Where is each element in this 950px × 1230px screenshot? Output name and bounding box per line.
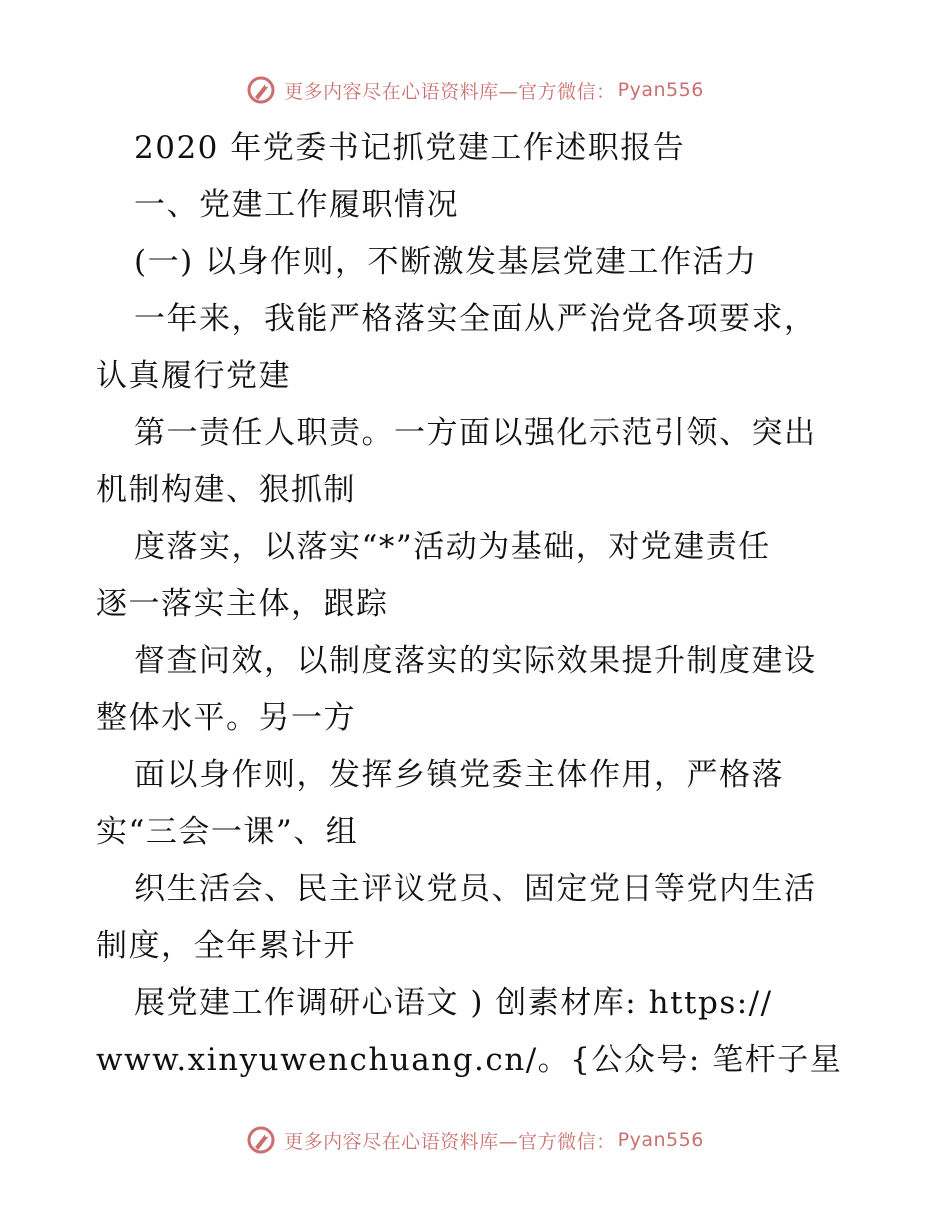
text-line: 整体水平。另一方 xyxy=(96,700,356,736)
header-watermark xyxy=(0,70,950,110)
watermark-text: 更多内容尽在心语资料库—官方微信： xyxy=(284,1130,616,1153)
text-line: www.xinyuwenchuang.cn/。{公众号: 笔杆子星 xyxy=(96,1042,843,1078)
text-line: 一年来，我能严格落实全面从严治党各项要求， xyxy=(134,301,817,337)
text-line: 制度，全年累计开 xyxy=(96,928,356,964)
watermark-text: 更多内容尽在心语资料库—官方微信： xyxy=(284,80,616,103)
text-line: 度落实，以落实“*”活动为基础，对党建责任 xyxy=(134,529,771,565)
document-title: 2020 年党委书记抓党建工作述职报告 xyxy=(134,130,686,166)
document-body xyxy=(96,120,856,1089)
subsection-heading: (一) 以身作则，不断激发基层党建工作活力 xyxy=(134,244,758,280)
text-line: 第一责任人职责。一方面以强化示范引领、突出 xyxy=(134,415,817,451)
footer-watermark xyxy=(0,1120,950,1160)
text-line: 面以身作则，发挥乡镇党委主体作用，严格落 xyxy=(134,757,784,793)
watermark-wechat-id: Pyan556 xyxy=(617,1129,704,1151)
text-line: 展党建工作调研心语文 ) 创素材库: https:// xyxy=(134,985,773,1021)
text-line: 督查问效，以制度落实的实际效果提升制度建设 xyxy=(134,643,817,679)
text-line: 认真履行党建 xyxy=(96,358,291,394)
text-line: 机制构建、狠抓制 xyxy=(96,472,356,508)
pen-nib-logo-icon xyxy=(246,75,276,105)
text-line: 织生活会、民主评议党员、固定党日等党内生活 xyxy=(134,871,817,907)
section-heading: 一、党建工作履职情况 xyxy=(134,187,459,223)
text-line: 逐一落实主体，跟踪 xyxy=(96,586,389,622)
text-line: 实“三会一课”、组 xyxy=(96,814,359,850)
pen-nib-logo-icon xyxy=(246,1125,276,1155)
watermark-wechat-id: Pyan556 xyxy=(617,79,704,101)
